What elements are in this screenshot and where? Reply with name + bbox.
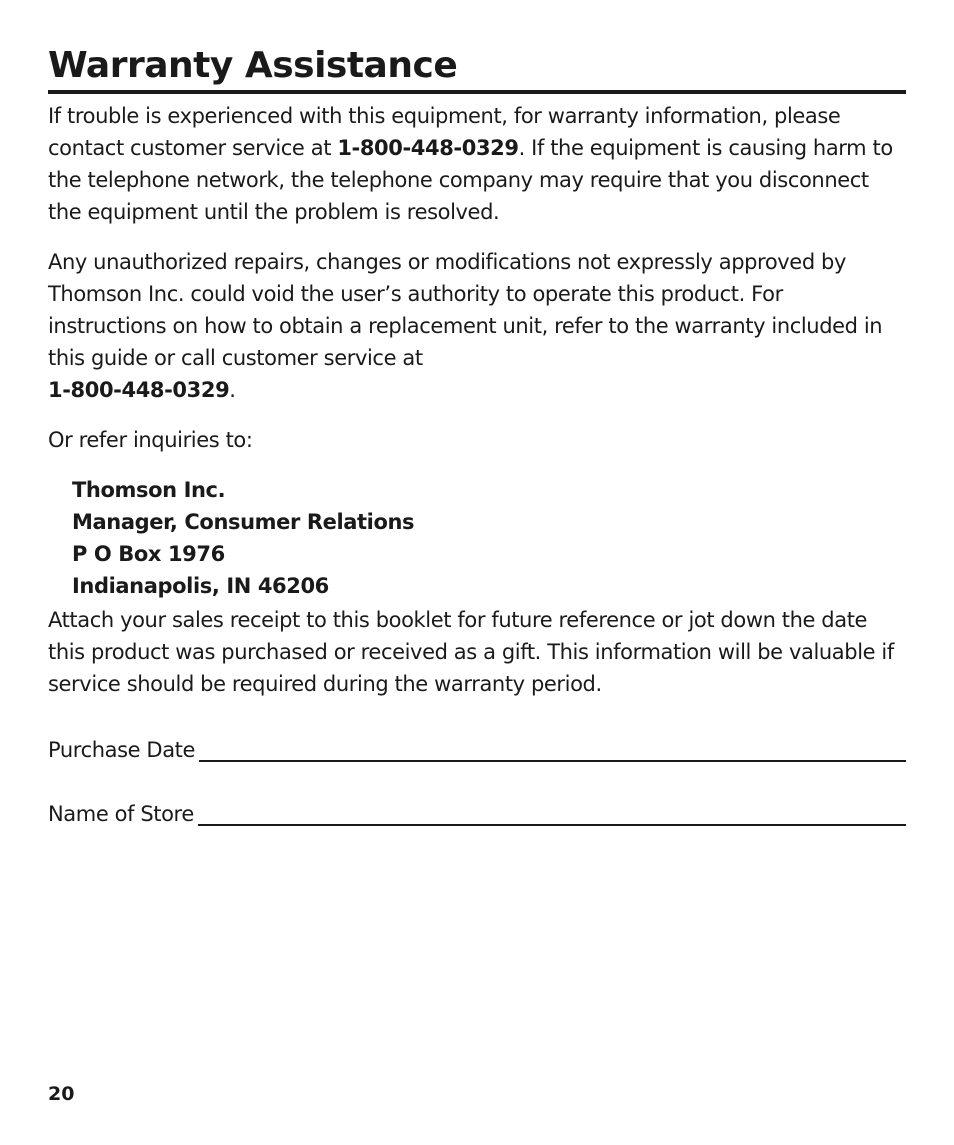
page-title: Warranty Assistance: [48, 44, 906, 94]
mailing-address: [48, 474, 906, 602]
store-name-field: [48, 800, 906, 828]
unauthorized-repairs-paragraph: [48, 246, 906, 406]
address-city-state-zip: Indianapolis, IN 46206: [72, 574, 329, 598]
store-name-label: Name of Store: [48, 802, 194, 826]
page-number: 20: [48, 1083, 75, 1105]
warranty-contact-text-a: If trouble is experienced with this equipment, for warranty information, please contact customer service at: [48, 104, 841, 160]
customer-service-phone: 1-800-448-0329: [337, 136, 519, 160]
store-name-blank-line: [198, 804, 906, 826]
warranty-contact-text-b: . If the equipment is causing harm to the telephone network, the telephone company may require that you disconnect the equipment until the problem is resolved.: [48, 136, 893, 224]
address-department: Manager, Consumer Relations: [72, 510, 415, 534]
warranty-contact-paragraph: [48, 100, 906, 228]
unauthorized-repairs-text: Any unauthorized repairs, changes or modifications not expressly approved by Thomson Inc. could void the user’s authority to operate this product. For instructions on how to obtain a replacement unit, refer to the warranty included in this guide or call customer service at: [48, 250, 883, 370]
address-po-box: P O Box 1976: [72, 542, 225, 566]
purchase-date-label: Purchase Date: [48, 738, 196, 762]
inquiries-paragraph: Or refer inquiries to:: [48, 428, 253, 452]
unauthorized-repairs-period: .: [229, 378, 236, 402]
customer-service-phone-2: 1-800-448-0329: [48, 378, 230, 402]
purchase-date-blank-line: [199, 740, 906, 762]
address-company: Thomson Inc.: [72, 478, 226, 502]
document-page: [48, 44, 906, 828]
purchase-date-field: [48, 736, 906, 764]
sales-receipt-paragraph: Attach your sales receipt to this booklet for future reference or jot down the date this product was purchased or received as a gift. This information will be valuable if service should be required during the warranty period.: [48, 608, 894, 696]
